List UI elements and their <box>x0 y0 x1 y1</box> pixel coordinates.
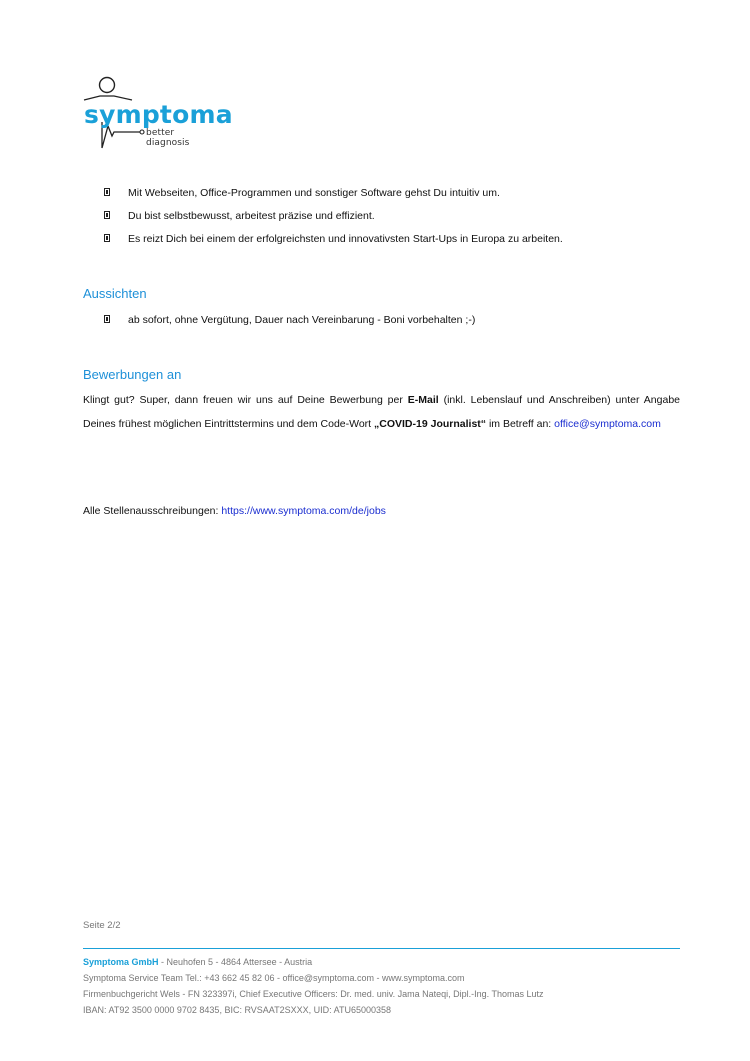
list-item-text: Es reizt Dich bei einem der erfolgreichsten und innovativsten Start-Ups in Europa zu arbeiten. <box>128 233 563 245</box>
page-number: Seite 2/2 <box>83 920 121 931</box>
email-link[interactable]: office@symptoma.com <box>554 417 661 430</box>
jobs-label: Alle Stellenausschreibungen: <box>83 505 222 517</box>
footer-address: - Neuhofen 5 - 4864 Attersee - Austria <box>158 957 313 967</box>
footer-company-line <box>83 957 312 967</box>
bullet-icon <box>104 188 110 196</box>
paragraph-text: Klingt gut? Super, dann freuen wir uns auf Deine Bewerbung per <box>83 394 408 406</box>
section-heading-bewerbungen: Bewerbungen an <box>83 367 182 382</box>
list-item-text: ab sofort, ohne Vergütung, Dauer nach Vereinbarung - Boni vorbehalten ;-) <box>128 314 476 326</box>
list-item <box>104 232 563 255</box>
list-item <box>104 209 563 232</box>
section-heading-aussichten: Aussichten <box>83 286 147 301</box>
aussichten-list <box>104 313 475 327</box>
list-item <box>104 313 475 327</box>
requirements-list <box>104 186 563 255</box>
footer-bank-line: IBAN: AT92 3500 0000 9702 8435, BIC: RVSAAT2SXXX, UID: ATU65000358 <box>83 1005 392 1015</box>
bullet-icon <box>104 315 110 323</box>
paragraph-text: (inkl. Lebenslauf und Anschreiben) unter Angabe Deines frühest möglichen Eintrittstermins und dem Code-Wort <box>83 394 680 430</box>
jobs-link[interactable]: https://www.symptoma.com/de/jobs <box>221 505 386 517</box>
footer-company-name: Symptoma GmbH <box>83 957 159 967</box>
bullet-icon <box>104 211 110 219</box>
footer-register-line: Firmenbuchgericht Wels - FN 323397i, Chief Executive Officers: Dr. med. univ. Jama Nateqi, Dipl.-Ing. Thomas Lutz <box>83 989 544 999</box>
logo-tagline: better diagnosis <box>146 128 190 148</box>
company-logo <box>80 76 233 152</box>
list-item-text: Du bist selbstbewusst, arbeitest präzise und effizient. <box>128 210 375 222</box>
application-paragraph <box>83 389 680 436</box>
footer-divider <box>83 948 680 949</box>
jobs-line <box>83 505 386 517</box>
email-label: E-Mail <box>407 394 439 406</box>
list-item <box>104 186 563 209</box>
code-word: „COVID-19 Journalist“ <box>374 417 487 430</box>
logo-wordmark: symptoma <box>84 100 233 129</box>
bullet-icon <box>104 234 110 242</box>
paragraph-text: im Betreff an: <box>486 417 555 430</box>
footer-contact-line: Symptoma Service Team Tel.: +43 662 45 82 06 - office@symptoma.com - www.symptoma.com <box>83 973 465 983</box>
list-item-text: Mit Webseiten, Office-Programmen und sonstiger Software gehst Du intuitiv um. <box>128 187 500 199</box>
